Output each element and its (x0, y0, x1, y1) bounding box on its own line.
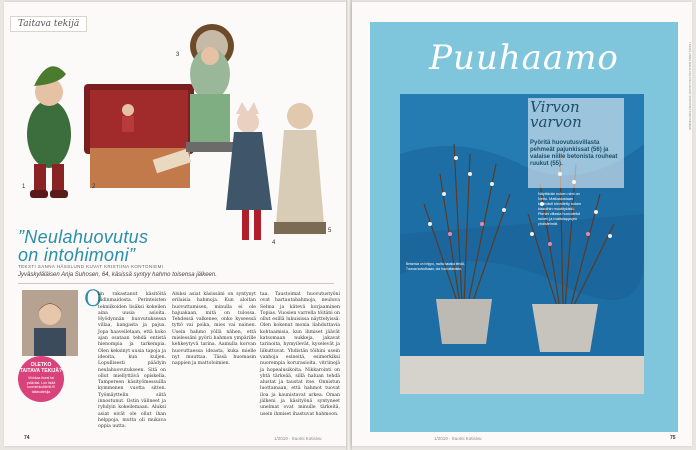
article-headline: ”Neulahuovutus on intohimoni” (18, 227, 149, 265)
standfirst: Jyväskyläläisen Anja Suhosen, 64, käsissä syntyy hahmo toisensa jälkeen. (18, 272, 217, 278)
craft-figures-photo (4, 14, 346, 246)
section-tab: Taitava tekijä (10, 16, 87, 32)
woman-figure (287, 103, 313, 129)
figure-number: 5 (328, 228, 332, 234)
article-column-3: taa. Taustoimat huovutustyöni ovat hartautahahmoja, neuluva Selma ja kätevä korjaaminen Topias. Vuosien varrella töitäni on ollut esillä lukuisissa näyttelyissä. Olen kokenut monia ilahduttavia kohtaamisia, kun ihmiset jäävät katsomaan nukkeja, jakavat tarinoita, hymyilevät, kyselevät ja liikuttuvat. Yhdistän töihini usein vanhoja esineitä, esimerkiksi nuorempia korurasioita, vitriinejä ja hopealusikoita. Nikkarointi on yhtä tärkeää, sillä haluan tehdä alustat ja taustat itse. Onnistun luottamaan, että hahmot tuovat iloa ja kaunistavat arkea. Oman jälkeni ja käsityönä syntyneet unelmat ovat minulle tärkeitä, usein ihmiset ihastuvat hahmoon. (260, 292, 340, 417)
page-footer: 1/2019 · Suomi Kotisivu (434, 436, 482, 441)
right-page (352, 2, 692, 446)
divider (18, 283, 334, 284)
page-number: 74 (24, 435, 30, 441)
page-number: 75 (670, 435, 676, 441)
photo-caption-left: Betonisia on helppo, mutta hauska tehdä. Tuunaa kuivuttuaan, ota huovuttamista. (406, 262, 465, 271)
article-credits: TEKSTI SANNA HÄSSLUND KUVAT KRISTIINA KONTONIEMI (18, 264, 164, 269)
photo-caption: Näyttävän nuken nimi on Nettu. Mattoalustaan kätevästi kiinnitetty nuken kiskoihin muotitykistö. Pienet villasta huovutetut nuken ja mattolappujen yhdistelmät. (538, 192, 582, 226)
portrait-photo (22, 290, 78, 356)
figure-number: 1 (22, 184, 26, 190)
left-page (4, 2, 346, 446)
gnome-figure (27, 100, 71, 168)
figure-number: 3 (176, 52, 180, 58)
reader-badge[interactable]: OLETKO TAITAVA TEKIJÄ? Vinkkaa itsesi tai ystäväsi. Lue lisää suomenkotilehti.fi/ taitavatekija (18, 356, 64, 402)
page-footer: 1/2019 · Suomi Kotisivu (274, 436, 322, 441)
concrete-pot (532, 304, 598, 352)
vertical-credit: TEKIJÄ ANNA MAIJA PELTOLA KUVAT KRISTIINA KONTONIEMI (688, 42, 692, 130)
section-title: Puuhaamo (429, 38, 619, 78)
article-column-2: Aluksi asiat käsissäni on syntynyt erilaisia hahmoja. Kun aloitan huovuttamisen, minulla ei ole hajuakaan, mitä on tulossa. Tehdessä valkenee, onko kyseessä tyttö vai poika, mies vai nainen. Usein hahmo yöllä nähen, että mielessäni pyörii hahmon ympärille kehkeytyvä tarina. Aamulla korvan huovuttaessa ideasta, kuka mielle nyt muuttaa. Tässä huomasin nappien ja mattoloimien. (172, 292, 256, 367)
feature-text: Pyöritä huovutusvillasta pehmeät pajunkissat (56) ja valaise niille betonista rouheat ruukut (55). (530, 140, 618, 167)
concrete-pot (436, 299, 492, 344)
figure-number: 4 (272, 240, 276, 246)
feature-title: Virvon varvon (530, 98, 582, 131)
article-column-1: lin rakastanut käsitöitä äidinmaidosta. Perinteisten tekniikoiden lisäksi kokeilen aina uusia asioita. Hyödynnän huovutuksessa villaa, kangasta ja pajua. Jopa haaveiletaan, että koko ajan osataan tehdä entistä hienompia ja tarkempia. Olen keksinyt uusia tapoja ja ideoita, kun kuljen. Lopullisesti päädyin neulahuovutukseen. Sitä on ollut miellyttävä opiskella. Tampereen käsityömessuilla kymmenen vuotta sitten. Työmäyttelin siitä innostunut. Ostin välineet ja ryhdyin kokeilemaan. Aluksi asiat eivät ole ollut ihan helppoja, mutta oli mukava oppia uutta. (98, 292, 166, 430)
figure-number: 2 (92, 184, 96, 190)
drop-cap: O (84, 287, 103, 312)
